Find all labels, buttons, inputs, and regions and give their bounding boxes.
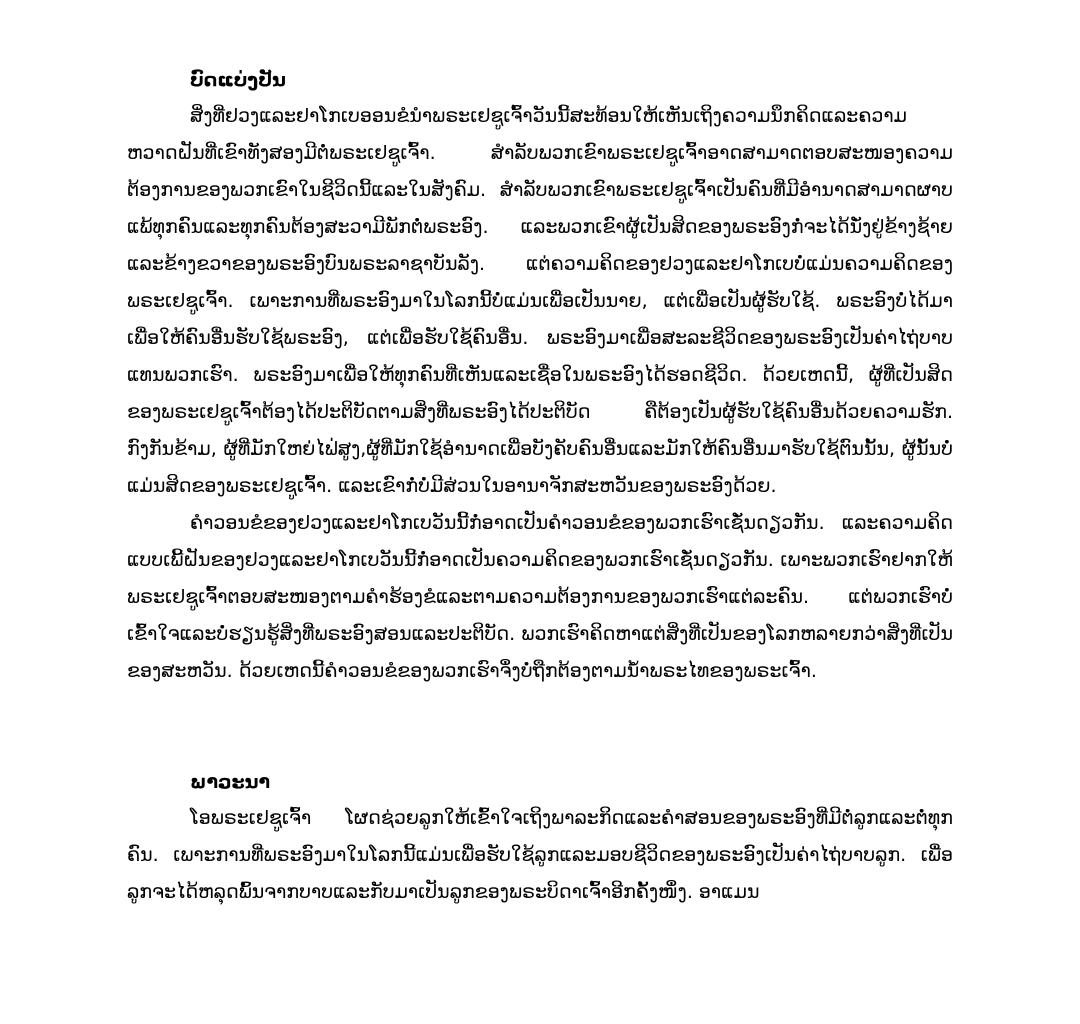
document-page (127, 62, 953, 911)
section-heading-prayer: ພາວະນາ (190, 771, 271, 793)
reflection-paragraph-2: ຄຳວອນຂໍຂອງຢວງແລະຢາໂກເບວັນນີ້ກໍ່ອາດເປັນຄຳວອນຂໍຂອງພວກເຮົາເຊັ່ນດຽວກັນ. ແລະຄວາມຄິດແບບເພີ້ຝັນຂອງຢວງແລະຢາໂກເບວັນນີ້ກໍ່ອາດເປັນຄວາມຄິດຂອງພວກເຮົາເຊັ່ນດຽວກັນ. ເພາະພວກເຮົາຢາກໃຫ້ພຣະເຢຊູເຈົ້າຕອບສະໜອງຕາມຄຳຮ້ອງຂໍແລະຕາມຄວາມຕ້ອງການຂອງພວກເຮົາແຕ່ລະຄົນ. ແຕ່ພວກເຮົາບໍ່ເຂົ້າໃຈແລະບໍ່ຮຽນຮູ້ສິ່ງທີ່ພຣະອົງສອນແລະປະຕິບັດ. ພວກເຮົາຄິດຫາແຕ່ສິ່ງທີ່ເປັນຂອງໂລກຫລາຍກວ່າສິ່ງທີ່ເປັນຂອງສະຫວັນ. ດ້ວຍເຫດນີ້ຄຳວອນຂໍຂອງພວກເຮົາຈຶ່ງບໍ່ຖືກຕ້ອງຕາມນ້ຳພຣະໄທຂອງພຣະເຈົ້າ. (127, 512, 953, 682)
reflection-paragraph-1: ສິ່ງທີ່ຢວງແລະຢາໂກເບອອນຂໍນຳພຣະເຢຊູເຈົ້າວັນນີ້ສະທ້ອນໃຫ້ເຫັນເຖິງຄວາມນຶກຄິດແລະຄວາມຫວາດຝັນທີ່ເຂົາທັງສອງມີຕໍ່ພຣະເຢຊູເຈົ້າ. ສຳລັບພວກເຂົາພຣະເຢຊູເຈົ້າອາດສາມາດຕອບສະໜອງຄວາມຕ້ອງການຂອງພວກເຂົາໃນຊີວິດນີ້ແລະໃນສັງຄົມ. ສຳລັບພວກເຂົາພຣະເຢຊູເຈົ້າເປັນຄົນທີ່ມີອຳນາດສາມາດຜາບແພ້ທຸກຄົນແລະທຸກຄົນຕ້ອງສະວາມີພັກຕໍ່ພຣະອົງ. ແລະພວກເຂົາຜູ້ເປັນສິດຂອງພຣະອົງກໍ່ຈະໄດ້ນັ່ງຢູ່ຂ້າງຊ້າຍແລະຂ້າງຂວາຂອງພຣະອົງບົນພຣະລາຊາບັນລັງ. ແຕ່ຄວາມຄິດຂອງຢວງແລະຢາໂກເບບໍ່ແມ່ນຄວາມຄິດຂອງພຣະເຢຊູເຈົ້າ. ເພາະການທີ່ພຣະອົງມາໃນໂລກນີ້ບໍ່ແມ່ນເພື່ອເປັນນາຍ, ແຕ່ເພື່ອເປັນຜູ້ຮັບໃຊ້. ພຣະອົງບໍ່ໄດ້ມາເພື່ອໃຫ້ຄົນອື່ນຮັບໃຊ້ພຣະອົງ, ແຕ່ເພື່ອຮັບໃຊ້ຄົນອື່ນ. ພຣະອົງມາເພື່ອສະລະຊີວິດຂອງພຣະອົງເປັນຄ່າໄຖ່ບາບແທນພວກເຮົາ. ພຣະອົງມາເພື່ອໃຫ້ທຸກຄົນທີ່ເຫັນແລະເຊື່ອໃນພຣະອົງໄດ້ຮອດຊີວິດ. ດ້ວຍເຫດນີ້, ຜູ້ທີ່ເປັນສິດຂອງພຣະເຢຊູເຈົ້າຕ້ອງໄດ້ປະຕິບັດຕາມສິ່ງທີ່ພຣະອົງໄດ້ປະຕິບັດ ຄືຕ້ອງເປັນຜູ້ຮັບໃຊ້ຄົນອື່ນດ້ວຍຄວາມຮັກ. ກົງກັນຂ້າມ, ຜູ້ທີ່ມັກໃຫຍ່ໄຟ່ສູງ,ຜູ້ທີ່ມັກໃຊ້ອຳນາດເພື່ອບັງຄັບຄົນອື່ນແລະມັກໃຫ້ຄົນອື່ນມາຮັບໃຊ້ຕົນນັ້ນ, ຜູ້ນັ້ນບໍ່ແມ່ນສິດຂອງພຣະເຢຊູເຈົ້າ. ແລະເຂົາກໍ່ບໍ່ມີສ່ວນໃນອານາຈັກສະຫວັນຂອງພຣະອົງດ້ວຍ. (127, 105, 953, 497)
section-heading-reflection: ບົດແບ່ງປັນ (190, 69, 286, 91)
section-prayer (127, 764, 953, 911)
section-reflection (127, 62, 953, 690)
section-spacer (127, 690, 953, 764)
prayer-paragraph: ໂອພຣະເຢຊູເຈົ້າ ໂຜດຊ່ວຍລູກໃຫ້ເຂົ້າໃຈເຖິງພາລະກິດແລະຄຳສອນຂອງພຣະອົງທີ່ມີຕໍ່ລູກແລະຕໍ່ທຸກຄົນ. ເພາະການທີ່ພຣະອົງມາໃນໂລກນີ້ແມ່ນເພື່ອຮັບໃຊ້ລູກແລະມອບຊີວິດຂອງພຣະອົງເປັນຄ່າໄຖ່ບາບລູກ. ເພື່ອລູກຈະໄດ້ຫລຸດພົ້ນຈາກບາບແລະກັບມາເປັນລູກຂອງພຣະບິດາເຈົ້າອີກຄັ້ງໜຶ່ງ. ອາແມນ (127, 807, 953, 903)
